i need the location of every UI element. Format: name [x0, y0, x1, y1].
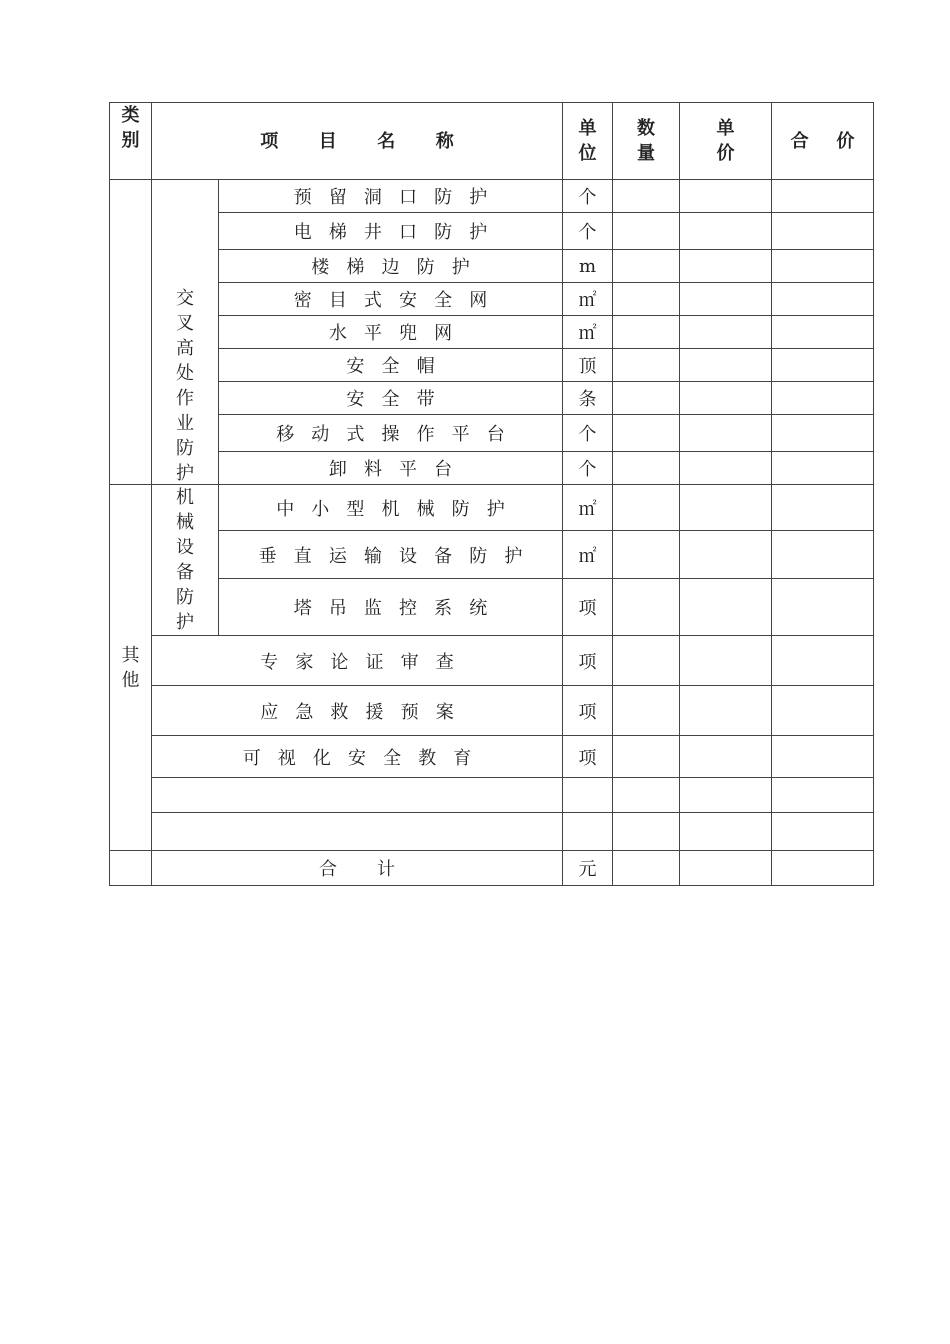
- row-unit: ㎡: [563, 531, 613, 579]
- row-name: 应急救援预案: [152, 686, 563, 736]
- row-quantity[interactable]: [613, 415, 680, 452]
- group-other: 其他: [110, 485, 152, 851]
- row-unit-price[interactable]: [680, 415, 772, 452]
- table-row: [110, 485, 874, 531]
- row-quantity[interactable]: [613, 213, 680, 250]
- row-quantity[interactable]: [613, 686, 680, 736]
- row-total-price[interactable]: [772, 636, 874, 686]
- row-unit-price[interactable]: [680, 349, 772, 382]
- row-unit: 条: [563, 382, 613, 415]
- row-quantity[interactable]: [613, 636, 680, 686]
- row-total-price[interactable]: [772, 316, 874, 349]
- row-total-price[interactable]: [772, 213, 874, 250]
- row-unit: 个: [563, 180, 613, 213]
- cost-table: [109, 102, 874, 886]
- header-total-price: 合 价: [772, 103, 874, 180]
- row-unit: 项: [563, 736, 613, 778]
- table-row: [110, 283, 874, 316]
- row-quantity[interactable]: [613, 283, 680, 316]
- row-quantity[interactable]: [613, 180, 680, 213]
- row-unit: 项: [563, 686, 613, 736]
- row-unit: 个: [563, 415, 613, 452]
- header-item-name: 项 目 名 称: [152, 103, 563, 180]
- row-total-price[interactable]: [772, 382, 874, 415]
- row-unit-price[interactable]: [680, 686, 772, 736]
- row-name: 卸料平台: [219, 452, 563, 485]
- table-row: [110, 349, 874, 382]
- row-unit[interactable]: [563, 813, 613, 851]
- total-amount[interactable]: [772, 851, 874, 886]
- row-unit-price[interactable]: [680, 736, 772, 778]
- row-total-price[interactable]: [772, 531, 874, 579]
- row-name: 水平兜网: [219, 316, 563, 349]
- header-category: 类别: [110, 103, 152, 180]
- table-row: [110, 686, 874, 736]
- row-unit-price[interactable]: [680, 778, 772, 813]
- table-row: [110, 382, 874, 415]
- table-row: [110, 250, 874, 283]
- row-quantity[interactable]: [613, 316, 680, 349]
- row-total-price[interactable]: [772, 452, 874, 485]
- row-unit: 顶: [563, 349, 613, 382]
- row-total-price[interactable]: [772, 415, 874, 452]
- row-name: 楼梯边防护: [219, 250, 563, 283]
- row-quantity[interactable]: [613, 250, 680, 283]
- row-unit-price[interactable]: [680, 636, 772, 686]
- row-unit-price[interactable]: [680, 283, 772, 316]
- row-quantity[interactable]: [613, 736, 680, 778]
- row-name: 垂直运输设备防护: [219, 531, 563, 579]
- table-row: [110, 213, 874, 250]
- table-row-empty: [110, 778, 874, 813]
- row-quantity[interactable]: [613, 382, 680, 415]
- total-category-cell: [110, 851, 152, 886]
- row-total-price[interactable]: [772, 686, 874, 736]
- total-unit-price[interactable]: [680, 851, 772, 886]
- table-row: [110, 452, 874, 485]
- row-unit-price[interactable]: [680, 485, 772, 531]
- table-row: [110, 636, 874, 686]
- table-row: [110, 579, 874, 636]
- row-unit-price[interactable]: [680, 180, 772, 213]
- total-row: [110, 851, 874, 886]
- row-unit: 个: [563, 213, 613, 250]
- header-quantity: 数量: [613, 103, 680, 180]
- row-name: 塔吊监控系统: [219, 579, 563, 636]
- row-total-price[interactable]: [772, 736, 874, 778]
- row-unit: m: [563, 250, 613, 283]
- row-name: 可视化安全教育: [152, 736, 563, 778]
- row-total-price[interactable]: [772, 778, 874, 813]
- row-name[interactable]: [152, 778, 563, 813]
- row-name: 移动式操作平台: [219, 415, 563, 452]
- row-unit-price[interactable]: [680, 452, 772, 485]
- row-total-price[interactable]: [772, 250, 874, 283]
- row-name: 安全带: [219, 382, 563, 415]
- row-unit: ㎡: [563, 485, 613, 531]
- table-row: [110, 415, 874, 452]
- row-unit-price[interactable]: [680, 531, 772, 579]
- row-name: 密目式安全网: [219, 283, 563, 316]
- row-quantity[interactable]: [613, 579, 680, 636]
- row-quantity[interactable]: [613, 778, 680, 813]
- table-row: [110, 180, 874, 213]
- row-quantity[interactable]: [613, 813, 680, 851]
- row-name[interactable]: [152, 813, 563, 851]
- header-row: [110, 103, 874, 180]
- row-unit: 个: [563, 452, 613, 485]
- row-unit: ㎡: [563, 283, 613, 316]
- header-unit: 单位: [563, 103, 613, 180]
- row-total-price[interactable]: [772, 180, 874, 213]
- row-quantity[interactable]: [613, 452, 680, 485]
- row-unit[interactable]: [563, 778, 613, 813]
- table-row: [110, 531, 874, 579]
- group-machine: 机械设备防护: [152, 485, 219, 636]
- category-cell-top: [110, 180, 152, 485]
- row-name: 中小型机械防护: [219, 485, 563, 531]
- row-name: 专家论证审查: [152, 636, 563, 686]
- row-unit-price[interactable]: [680, 813, 772, 851]
- header-unit-price: 单价: [680, 103, 772, 180]
- row-unit-price[interactable]: [680, 213, 772, 250]
- row-name: 电梯井口防护: [219, 213, 563, 250]
- total-label: 合 计: [152, 851, 563, 886]
- table-row: [110, 736, 874, 778]
- row-name: 安全帽: [219, 349, 563, 382]
- row-unit: 项: [563, 636, 613, 686]
- row-unit-price[interactable]: [680, 382, 772, 415]
- row-total-price[interactable]: [772, 283, 874, 316]
- row-quantity[interactable]: [613, 349, 680, 382]
- table-row-empty: [110, 813, 874, 851]
- row-total-price[interactable]: [772, 485, 874, 531]
- row-unit-price[interactable]: [680, 579, 772, 636]
- row-name: 预留洞口防护: [219, 180, 563, 213]
- row-total-price[interactable]: [772, 813, 874, 851]
- total-unit: 元: [563, 851, 613, 886]
- row-unit: ㎡: [563, 316, 613, 349]
- group-cross-height: 交叉高处作业防护: [152, 180, 219, 485]
- row-unit-price[interactable]: [680, 316, 772, 349]
- total-quantity[interactable]: [613, 851, 680, 886]
- row-total-price[interactable]: [772, 349, 874, 382]
- row-quantity[interactable]: [613, 485, 680, 531]
- row-quantity[interactable]: [613, 531, 680, 579]
- row-unit-price[interactable]: [680, 250, 772, 283]
- row-unit: 项: [563, 579, 613, 636]
- table-row: [110, 316, 874, 349]
- row-total-price[interactable]: [772, 579, 874, 636]
